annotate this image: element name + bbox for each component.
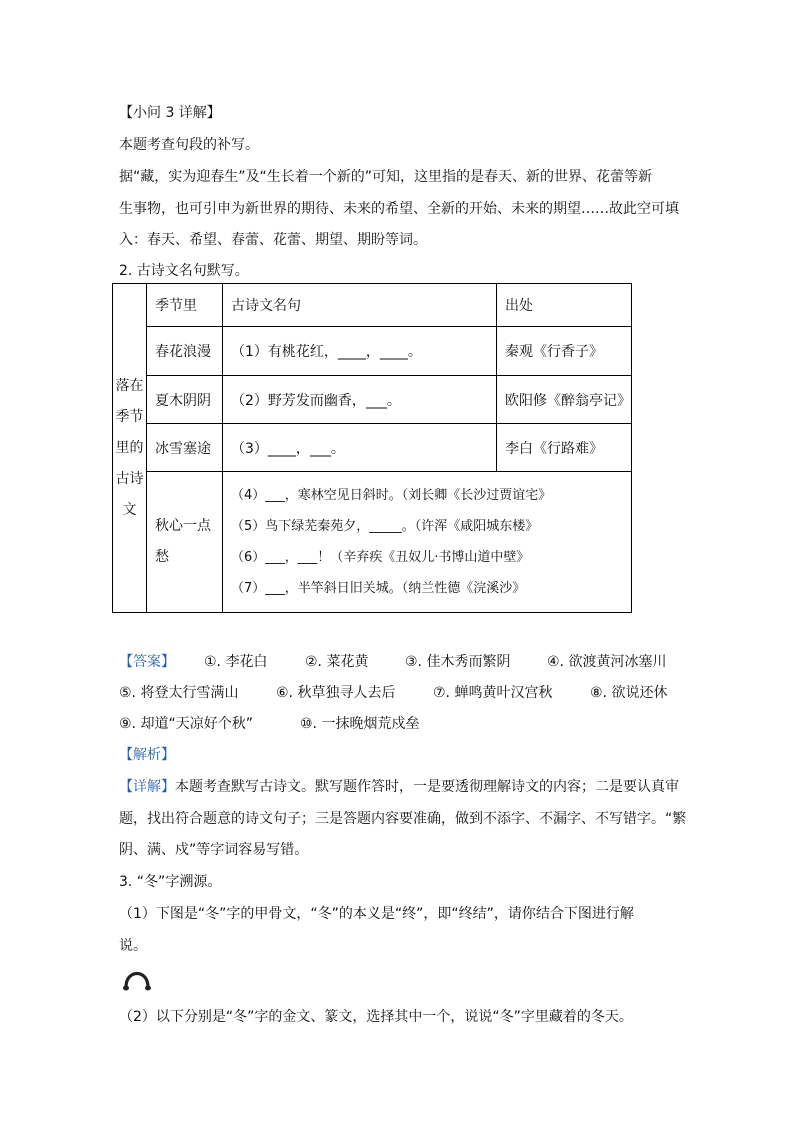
q3-sub1-line-2: 说。: [119, 938, 147, 954]
q3-sub1-line-1: （1）下图是“冬”字的甲骨文，“冬”的本义是“终”，即“终结”，请你结合下图进行解: [119, 906, 634, 922]
verse-cell: （2）野芳发而幽香，___。: [223, 376, 497, 424]
subquestion-3-heading: 【小问 3 详解】: [119, 105, 221, 121]
answer-item: ③. 佳木秀而繁阴: [405, 654, 511, 670]
question-topic: 本题考查句段的补写。: [119, 137, 259, 153]
answer-item: ②. 菜花黄: [305, 654, 369, 670]
answer-item: ⑦. 蝉鸣黄叶汉宫秋: [433, 685, 553, 701]
question-3-title: 3. “冬”字溯源。: [119, 874, 222, 890]
detail-line-2: 题，找出符合题意的诗文句子；三是答题内容要准确，做到不添字、不漏字、不写错字。“繁: [119, 811, 687, 827]
source-cell: 李白《行路难》: [497, 424, 632, 472]
header-verse: 古诗文名句: [223, 284, 497, 327]
answer-label: 【答案】: [119, 654, 175, 670]
table-row: [113, 376, 632, 424]
verse-cell: （3）____，___。: [223, 424, 497, 472]
source-cell: 秦观《行香子》: [497, 327, 632, 376]
explanation-line-1: 据“藏，实为迎春生”及“生长着一个新的”可知，这里指的是春天、新的世界、花蕾等新: [119, 169, 653, 185]
answer-item: ⑨. 却道“天凉好个秋”: [119, 716, 253, 732]
analysis-label: 【解析】: [119, 747, 175, 763]
header-season: 季节里: [147, 284, 223, 327]
answer-item: ④. 欲渡黄河冰塞川: [547, 654, 667, 670]
table-row: [113, 424, 632, 472]
detail-label: 【详解】: [119, 779, 175, 795]
season-cell: 冰雪塞途: [147, 424, 223, 472]
question-2-title: 2. 古诗文名句默写。: [119, 263, 249, 279]
detail-line-3: 阴、满、戍”等字词容易写错。: [119, 842, 309, 858]
season-cell: 春花浪漫: [147, 327, 223, 376]
detail-line-1: 【详解】本题考查默写古诗文。默写题作答时，一是要透彻理解诗文的内容；二是要认真审: [119, 779, 679, 795]
season-cell: 夏木阴阴: [147, 376, 223, 424]
table-side-label: 落在 季节 里的 古诗 文: [113, 284, 147, 613]
verse-cell-autumn: [223, 472, 632, 613]
verse-line: （7）___，半竿斜日旧关城。（纳兰性德《浣溪沙》: [231, 581, 526, 596]
answer-item: ⑧. 欲说还休: [590, 685, 668, 701]
source-cell: 欧阳修《醉翁亭记》: [497, 376, 632, 424]
answer-item: ⑩. 一抹晚烟荒戍垒: [300, 716, 420, 732]
table-row: [113, 472, 632, 613]
answer-item: ①. 李花白: [204, 654, 268, 670]
season-cell: 秋心一点 愁: [147, 472, 223, 613]
table-row: [113, 327, 632, 376]
oracle-bone-dong-icon: [121, 965, 153, 993]
verse-line: （5）鸟下绿芜秦苑夕，_____。（许浑《咸阳城东楼》: [231, 519, 539, 534]
verse-line: （4）___，寒林空见日斜时。（刘长卿《长沙过贾谊宅》: [231, 488, 552, 503]
explanation-line-3: 入：春天、希望、春蕾、花蕾、期望、期盼等词。: [119, 232, 427, 248]
answer-item: ⑤. 将登太行雪满山: [119, 685, 239, 701]
q3-sub2: （2）以下分别是“冬”字的金文、篆文，选择其中一个，说说“冬”字里藏着的冬天。: [119, 1009, 633, 1025]
answer-item: ⑥. 秋草独寻人去后: [276, 685, 396, 701]
verse-line: （6）___，___！（辛弃疾《丑奴儿·书博山道中壁》: [231, 550, 530, 565]
explanation-line-2: 生事物，也可引申为新世界的期待、未来的希望、全新的开始、未来的期望……故此空可填: [119, 201, 679, 217]
header-source: 出处: [497, 284, 632, 327]
poetry-table: [112, 283, 632, 613]
verse-cell: （1）有桃花红，____，____。: [223, 327, 497, 376]
